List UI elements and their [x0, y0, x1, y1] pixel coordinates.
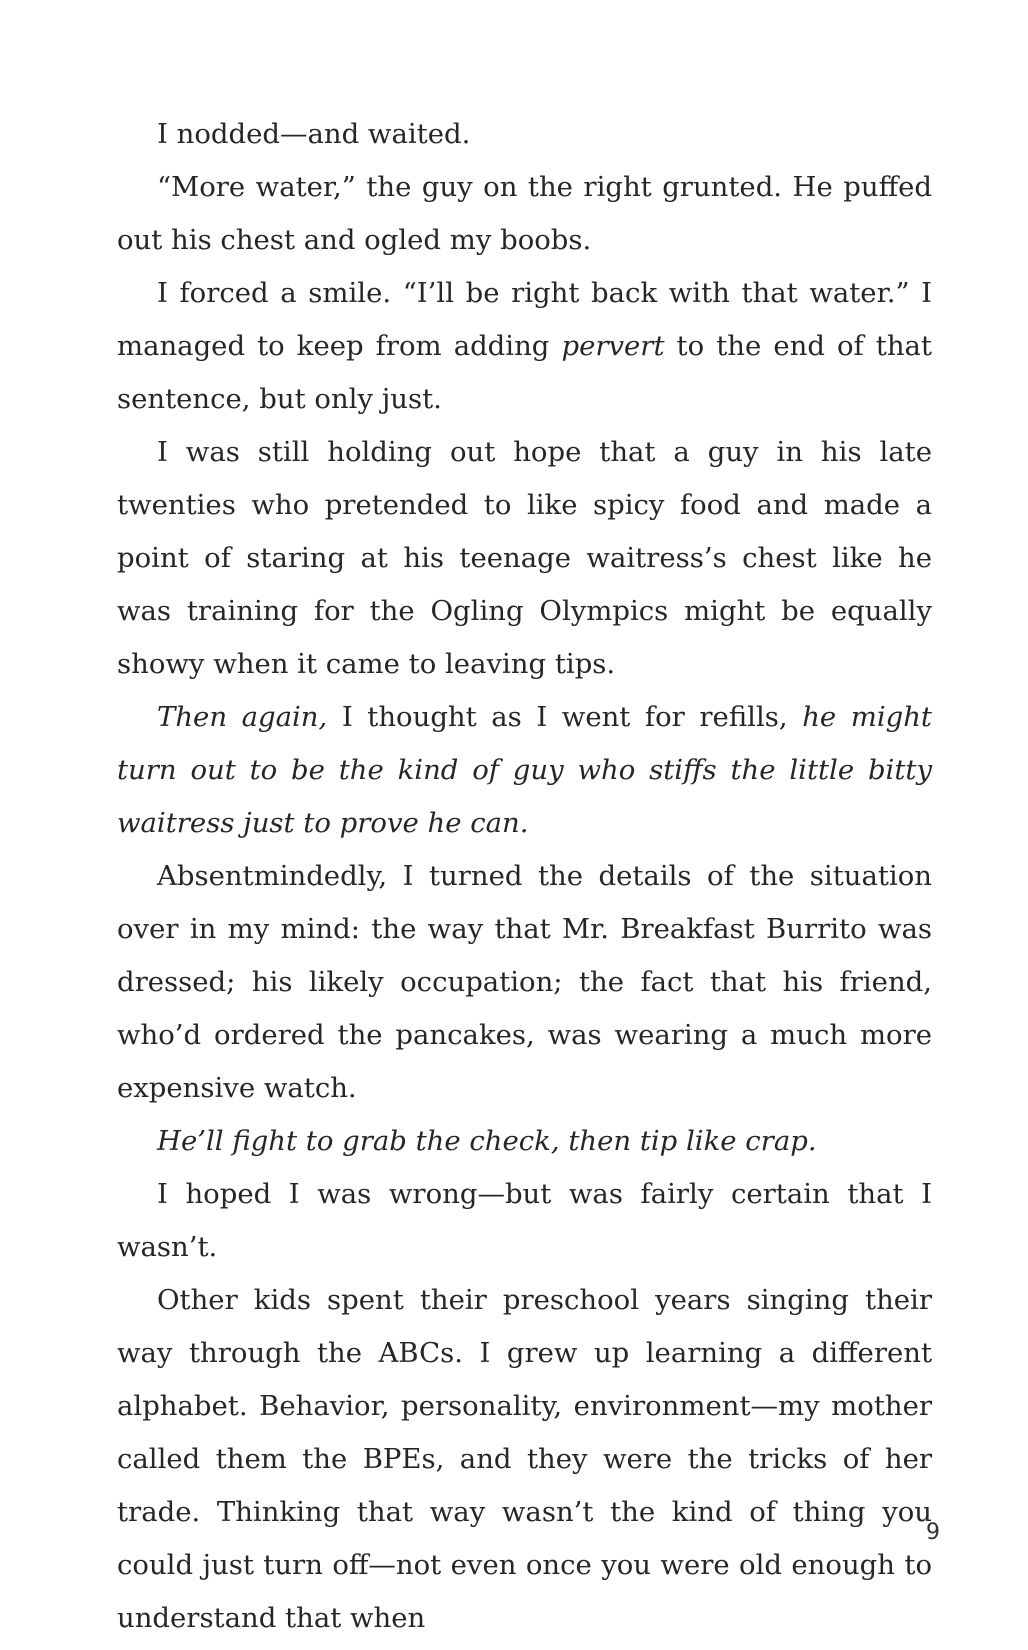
paragraph: [117, 108, 932, 161]
text-run: I was still holding out hope that a guy in his late twenties who pretended to like spicy food and made a point of staring at his teenage waitress’s chest like he was training for the Ogling Olympics might be equally showy when it came to leaving tips.: [117, 436, 932, 680]
paragraph: [117, 161, 932, 267]
text-run: I hoped I was wrong—but was fairly certain that I wasn’t.: [117, 1178, 932, 1263]
italic-text: pervert: [561, 330, 665, 362]
paragraph: [117, 1115, 932, 1168]
text-run: I nodded—and waited.: [157, 118, 471, 150]
paragraph: [117, 267, 932, 426]
italic-text: He’ll fight to grab the check, then tip like crap.: [157, 1125, 817, 1157]
paragraph: [117, 691, 932, 850]
text-run: to the end of that sentence, but only just.: [117, 330, 932, 415]
text-run: Absentmindedly, I turned the details of the situation over in my mind: the way that Mr. Breakfast Burrito was dressed; his likely occupation; the fact that his friend, who’d ordered the pancakes, was wearing a much more expensive watch.: [117, 860, 932, 1104]
text-run: I thought as I went for refills,: [327, 701, 803, 733]
italic-text: Then again,: [157, 701, 328, 733]
paragraph: [117, 1274, 932, 1645]
paragraph: [117, 850, 932, 1115]
text-run: Other kids spent their preschool years singing their way through the ABCs. I grew up learning a different alphabet. Behavior, personality, environment—my mother called them the BPEs, and they were the tricks of her trade. Thinking that way wasn’t the kind of thing you could just turn off—not even once you were old enough to understand that when: [117, 1284, 932, 1634]
body-text: [117, 108, 932, 1645]
paragraph: [117, 426, 932, 691]
paragraph: [117, 1168, 932, 1274]
page-number: 9: [926, 1520, 940, 1545]
italic-text: he might turn out to be the kind of guy who stiffs the little bitty waitress just to prove he can.: [117, 701, 932, 839]
text-run: I forced a smile. “I’ll be right back with that water.” I managed to keep from adding: [117, 277, 932, 362]
text-run: “More water,” the guy on the right grunted. He puffed out his chest and ogled my boobs.: [117, 171, 932, 256]
